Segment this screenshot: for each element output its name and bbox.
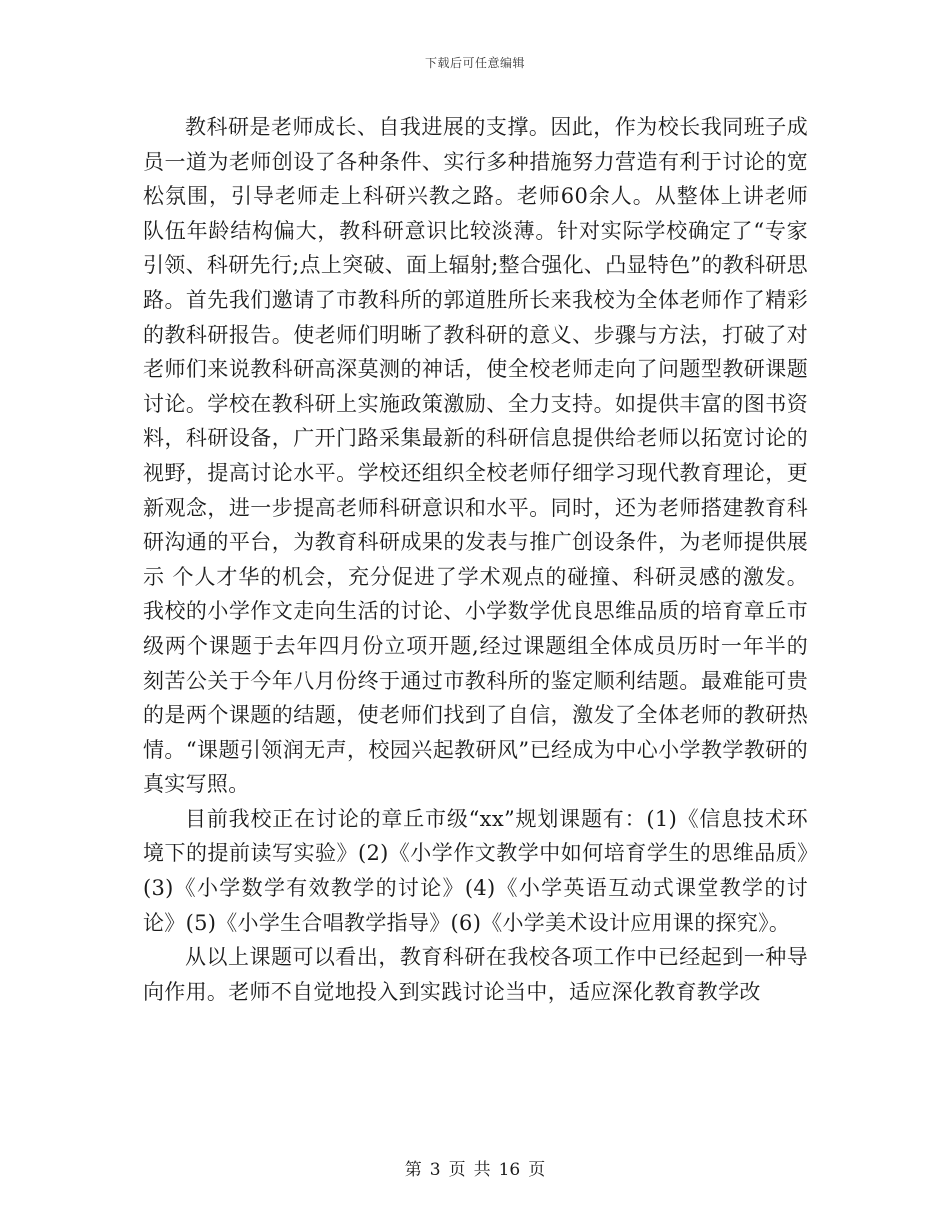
page-footer xyxy=(0,1155,950,1180)
footer-prefix: 第 xyxy=(404,1160,422,1180)
footer-current-page: 3 xyxy=(429,1160,441,1180)
page-header: 下载后可任意编辑 xyxy=(424,56,525,70)
footer-total-pages: 16 xyxy=(498,1160,521,1180)
paragraph-3: 从以上课题可以看出，教育科研在我校各项工作中已经起到一种导向作用。老师不自觉地投入到实践讨论当中，适应深化教育教学改 xyxy=(143,945,808,1004)
footer-page-word: 页 xyxy=(448,1160,466,1180)
paragraph-1: 教科研是老师成长、自我进展的支撑。因此，作为校长我同班子成员一道为老师创设了各种条件、实行多种措施努力营造有利于讨论的宽松氛围，引导老师走上科研兴教之路。老师60余人。从整体上讲老师队伍年龄结构偏大，教科研意识比较淡薄。针对实际学校确定了“专家引领、科研先行;点上突破、面上辐射;整合强化、凸显特色”的教科研思路。首先我们邀请了市教科所的郭道胜所长来我校为全体老师作了精彩的教科研报告。使老师们明晰了教科研的意义、步骤与方法，打破了对老师们来说教科研高深莫测的神话，使全校老师走向了问题型教研课题讨论。学校在教科研上实施政策激励、全力支持。如提供丰富的图书资料，科研设备，广开门路采集最新的科研信息提供给老师以拓宽讨论的视野，提高讨论水平。学校还组织全校老师仔细学习现代教育理论，更新观念，进一步提高老师科研意识和水平。同时，还为老师搭建教育科研沟通的平台，为教育科研成果的发表与推广创设条件，为老师提供展示 个人才华的机会，充分促进了学术观点的碰撞、科研灵感的激发。我校的小学作文走向生活的讨论、小学数学优良思维品质的培育章丘市级两个课题于去年四月份立项开题,经过课题组全体成员历时一年半的刻苦公关于今年八月份终于通过市教科所的鉴定顺利结题。最难能可贵的是两个课题的结题，使老师们找到了自信，激发了全体老师的教研热情。“课题引领润无声，校园兴起教研风”已经成为中心小学教学教研的真实写照。 xyxy=(143,115,808,797)
footer-total-word: 共 xyxy=(473,1160,491,1180)
document-body xyxy=(143,110,808,1009)
footer-suffix: 页 xyxy=(528,1160,546,1180)
paragraph-2: 目前我校正在讨论的章丘市级“xx”规划课题有：(1)《信息技术环境下的提前读写实验》(2)《小学作文教学中如何培育学生的思维品质》(3)《小学数学有效教学的讨论》(4)《小学英语互动式课堂教学的讨论》(5)《小学生合唱教学指导》(6)《小学美术设计应用课的探究》。 xyxy=(143,806,808,935)
